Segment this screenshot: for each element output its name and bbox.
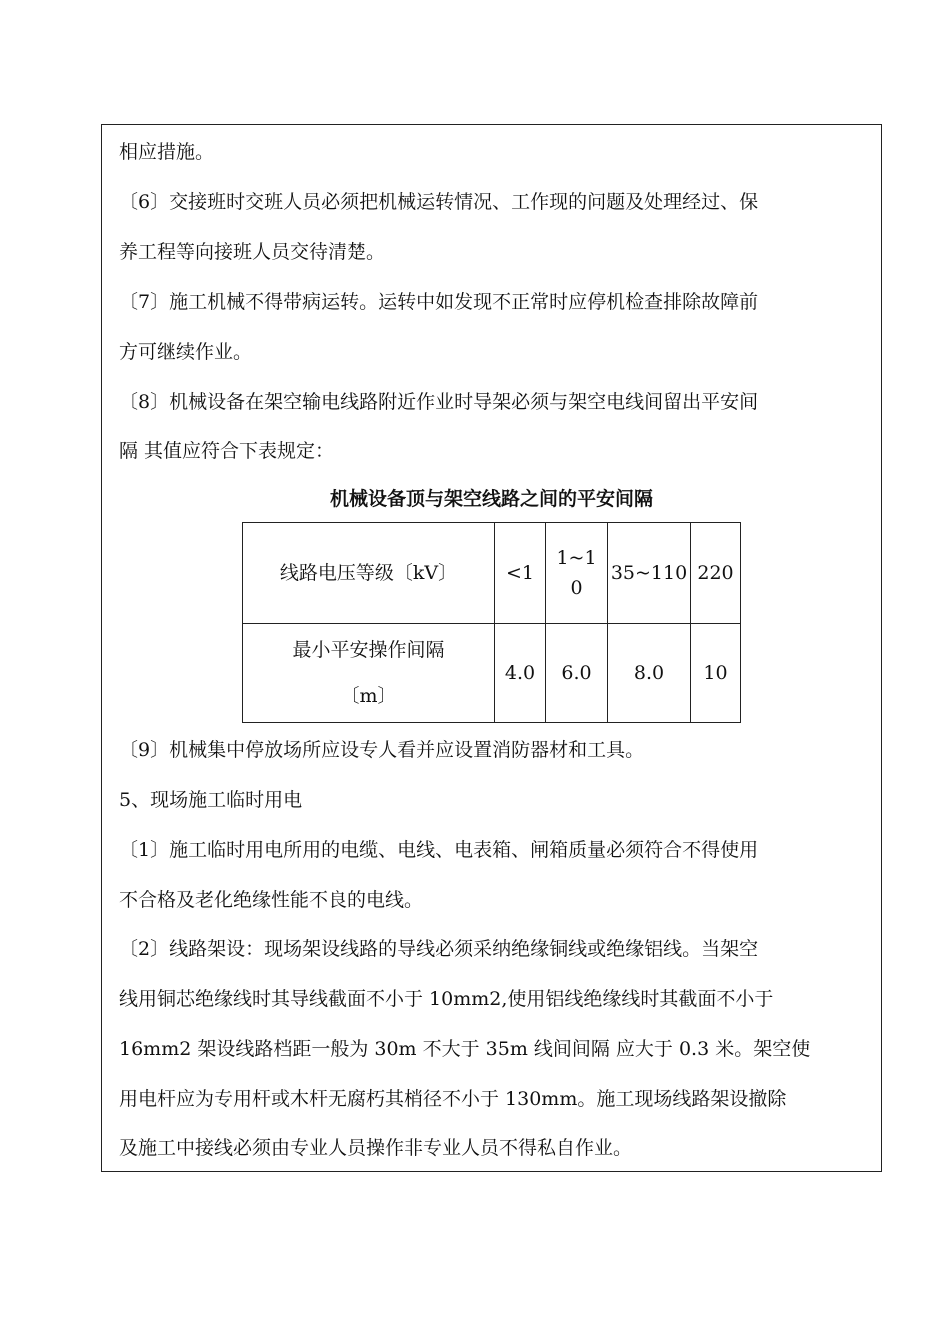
table-row xyxy=(243,624,741,723)
table-row xyxy=(243,523,741,624)
table-cell: 4.0 xyxy=(495,624,546,723)
text-line: 〔2〕线路架设：现场架设线路的导线必须采纳绝缘铜线或绝缘铝线。当架空 xyxy=(119,938,759,960)
table-cell: 35~110 xyxy=(608,523,691,624)
text-line: 线用铜芯绝缘线时其导线截面不小于 10mm2,使用铝线绝缘线时其截面不小于 xyxy=(119,988,774,1010)
text-line: 16mm2 架设线路档距一般为 30m 不大于 35m 线间间隔 应大于 0.3 米。架空使 xyxy=(119,1038,811,1060)
table-title: 机械设备顶与架空线路之间的平安间隔 xyxy=(329,488,653,510)
text-line: 〔9〕机械集中停放场所应设专人看并应设置消防器材和工具。 xyxy=(119,739,645,761)
table-cell: 8.0 xyxy=(608,624,691,723)
table-cell: 220 xyxy=(691,523,741,624)
voltage-label-cell: 线路电压等级〔kV〕 xyxy=(243,523,495,624)
text-line: 〔6〕交接班时交班人员必须把机械运转情况、工作现的问题及处理经过、保 xyxy=(119,191,759,213)
section-heading: 5、现场施工临时用电 xyxy=(119,789,303,811)
text-line: 隔 其值应符合下表规定： xyxy=(119,440,335,462)
cell-line: 1~1 xyxy=(556,547,597,569)
text-line: 相应措施。 xyxy=(119,141,215,163)
text-line: 用电杆应为专用杆或木杆无腐朽其梢径不小于 130mm。施工现场线路架设撤除 xyxy=(119,1088,787,1110)
cell-line: 最小平安操作间隔 xyxy=(292,639,445,661)
cell-line: 0 xyxy=(570,577,583,599)
text-line: 方可继续作业。 xyxy=(119,341,253,363)
clearance-table xyxy=(242,522,741,723)
text-line: 不合格及老化绝缘性能不良的电线。 xyxy=(119,889,424,911)
table-cell xyxy=(546,523,608,624)
table-cell: 6.0 xyxy=(546,624,608,723)
text-line: 〔8〕机械设备在架空输电线路附近作业时导架必须与架空电线间留出平安间 xyxy=(119,391,759,413)
cell-line: 〔m〕 xyxy=(340,685,397,707)
distance-label-cell xyxy=(243,624,495,723)
table-cell: <1 xyxy=(495,523,546,624)
text-line: 〔7〕施工机械不得带病运转。运转中如发现不正常时应停机检查排除故障前 xyxy=(119,291,759,313)
text-line: 〔1〕施工临时用电所用的电缆、电线、电表箱、闸箱质量必须符合不得使用 xyxy=(119,839,759,861)
text-line: 养工程等向接班人员交待清楚。 xyxy=(119,241,386,263)
text-line: 及施工中接线必须由专业人员操作非专业人员不得私自作业。 xyxy=(119,1137,633,1159)
table-cell: 10 xyxy=(691,624,741,723)
